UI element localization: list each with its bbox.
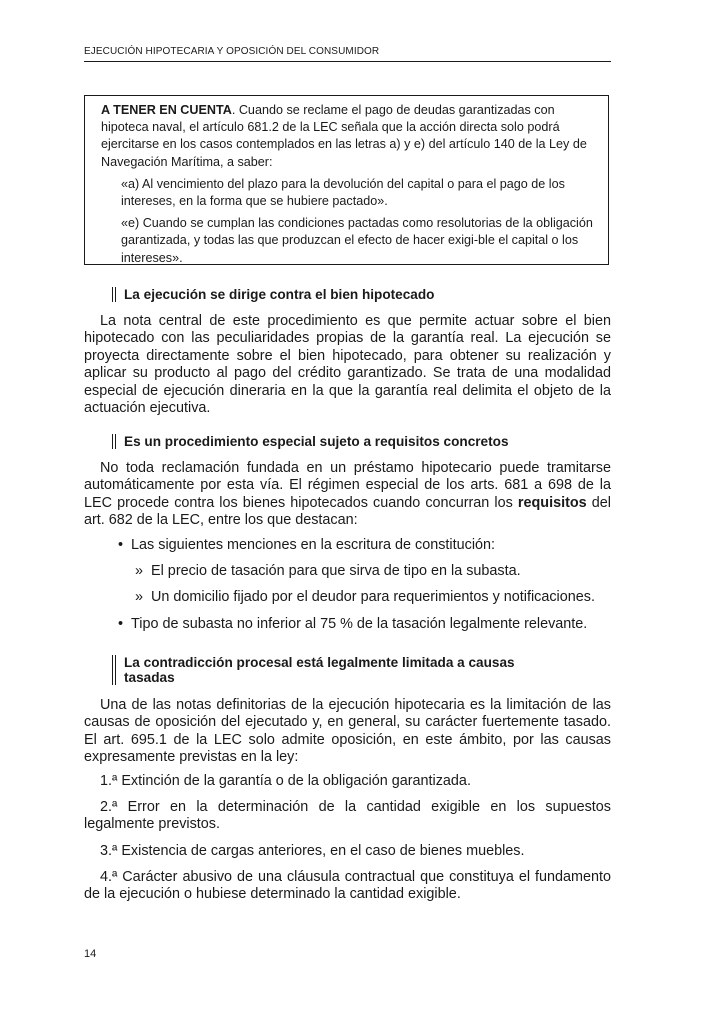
cause-item-1: 1.ª Extinción de la garantía o de la obligación garantizada. xyxy=(100,773,471,789)
section-heading-1: La ejecución se dirige contra el bien hipotecado xyxy=(116,287,434,302)
heading-bar xyxy=(112,655,116,685)
cause-item-2: 2.ª Error en la determinación de la cantidad exigible en los supuestos legalmente previstos. xyxy=(84,799,611,833)
note-box xyxy=(84,95,609,265)
cause-item-4: 4.ª Carácter abusivo de una cláusula contractual que constituya el fundamento de la ejecución o hubiese determinado la cantidad exigible. xyxy=(84,869,611,903)
heading-bar xyxy=(112,287,116,302)
section-2-paragraph: No toda reclamación fundada en un préstamo hipotecario puede tramitarse automáticamente por esta vía. El régimen especial de los arts. 681 a 698 de la LEC procede contra los bienes hipotecados cuando concurran los requisitos del art. 682 de la LEC, entre los que destacan: xyxy=(84,460,611,529)
sub-bullet-mark: » xyxy=(135,563,144,579)
note-quote-a: «a) Al vencimiento del plazo para la devolución del capital o para el pago de los intereses, en la forma que se hubiere pactado». xyxy=(121,176,565,209)
note-text: . Cuando se reclame el pago de deudas garantizadas con hipoteca naval, el artículo 681.2 de la LEC señala que la acción directa solo podrá ejercitarse en los casos contemplados en las letras a) y e) del artículo 140 de la Ley de Navegación Marítima, a saber: xyxy=(101,103,587,169)
page-number: 14 xyxy=(84,948,97,960)
heading-bar xyxy=(112,434,116,449)
sub-bullet-item-1: » El precio de tasación para que sirva de tipo en la subasta. xyxy=(135,563,521,579)
bullet-item-1: • Las siguientes menciones en la escritura de constitución: xyxy=(118,537,496,553)
bullet-item-2: • Tipo de subasta no inferior al 75 % de la tasación legalmente relevante. xyxy=(118,616,588,632)
section-1-paragraph: La nota central de este procedimiento es que permite actuar sobre el bien hipotecado con las peculiaridades propias de la garantía real. La ejecución se proyecta directamente sobre el bien hipotecado, para obtener su realización y aplicar su producto al pago del crédito garantizado. Se trata de una modalidad especial de ejecución dineraria en la que la garantía real delimita el objeto de la actuación ejecutiva. xyxy=(84,313,611,417)
running-header: EJECUCIÓN HIPOTECARIA Y OPOSICIÓN DEL CONSUMIDOR xyxy=(84,46,611,62)
section-heading-2: Es un procedimiento especial sujeto a requisitos concretos xyxy=(116,434,509,449)
sub-bullet-mark: » xyxy=(135,589,144,605)
note-lead: A TENER EN CUENTA xyxy=(101,103,232,117)
requisitos-bold: requisitos xyxy=(517,494,587,511)
note-intro xyxy=(101,102,594,171)
cause-item-3: 3.ª Existencia de cargas anteriores, en el caso de bienes muebles. xyxy=(100,843,525,859)
sub-bullet-item-2: » Un domicilio fijado por el deudor para requerimientos y notificaciones. xyxy=(135,589,595,605)
note-quote-e: «e) Cuando se cumplan las condiciones pactadas como resolutorias de la obligación garantizada, y todas las que produzcan el efecto de hacer exigi-ble el capital o los intereses». xyxy=(121,216,593,265)
section-3-paragraph: Una de las notas definitorias de la ejecución hipotecaria es la limitación de las causas de oposición del ejecutado y, en general, su carácter fuertemente tasado. El art. 695.1 de la LEC solo admite oposición, en este ámbito, por las causas expresamente previstas en la ley: xyxy=(84,697,611,766)
section-heading-3: La contradicción procesal está legalmente limitada a causas tasadas xyxy=(116,655,596,685)
bullet-mark: • xyxy=(118,537,124,553)
bullet-mark: • xyxy=(118,616,124,632)
